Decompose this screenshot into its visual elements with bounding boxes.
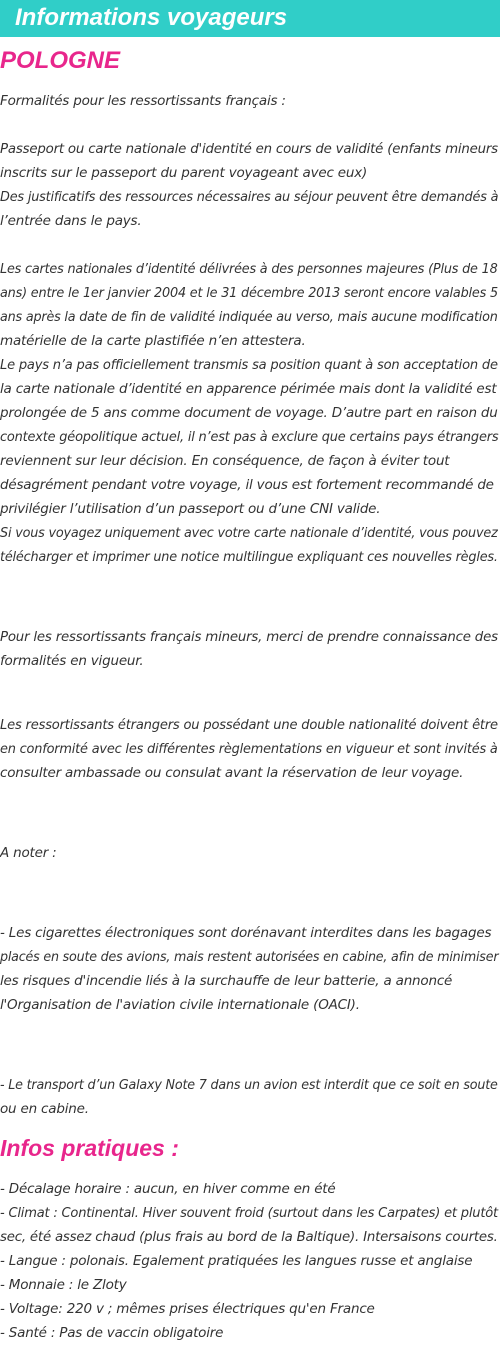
text-line: prolongée de 5 ans comme document de voyage. D’autre part en raison du	[0, 405, 498, 421]
header-bar	[0, 0, 500, 37]
text-line: la carte nationale d’identité en apparence périmée mais dont la validité est	[0, 381, 497, 397]
text-line: A noter :	[0, 845, 57, 861]
info-line: - Voltage: 220 v ; mêmes prises électriques qu'en France	[0, 1301, 375, 1317]
text-line: les risques d'incendie liés à la surchauffe de leur batterie, a annoncé	[0, 973, 453, 989]
text-line: matérielle de la carte plastifiée n’en attestera.	[0, 333, 306, 349]
text-line: Des justificatifs des ressources nécessaires au séjour peuvent être demandés à	[0, 189, 499, 205]
page-title: Informations voyageurs	[15, 4, 288, 31]
info-line: - Langue : polonais. Egalement pratiquées les langues russe et anglaise	[0, 1253, 473, 1269]
text-line: Les cartes nationales d’identité délivrées à des personnes majeures (Plus de 18	[0, 261, 498, 277]
text-line: contexte géopolitique actuel, il n’est pas à exclure que certains pays étrangers	[0, 429, 499, 445]
text-line: consulter ambassade ou consulat avant la réservation de leur voyage.	[0, 765, 464, 781]
text-line: ans) entre le 1er janvier 2004 et le 31 décembre 2013 seront encore valables 5	[0, 285, 498, 301]
info-line: - Monnaie : le Zloty	[0, 1277, 127, 1293]
infos-pratiques-title: Infos pratiques :	[0, 1135, 179, 1161]
country-title: POLOGNE	[0, 47, 121, 74]
info-line: - Santé : Pas de vaccin obligatoire	[0, 1325, 224, 1341]
text-line: privilégier l’utilisation d’un passeport ou d’une CNI valide.	[0, 501, 381, 517]
info-line: - Décalage horaire : aucun, en hiver comme en été	[0, 1181, 336, 1197]
text-line: Passeport ou carte nationale d'identité en cours de validité (enfants mineurs	[0, 141, 498, 157]
text-line: en conformité avec les différentes règlementations en vigueur et sont invités à	[0, 741, 498, 757]
text-line: l’entrée dans le pays.	[0, 213, 142, 229]
info-line: sec, été assez chaud (plus frais au bord de la Baltique). Intersaisons courtes.	[0, 1229, 498, 1245]
info-line: - Climat : Continental. Hiver souvent froid (surtout dans les Carpates) et plutôt	[0, 1205, 498, 1221]
text-line: télécharger et imprimer une notice multilingue expliquant ces nouvelles règles.	[0, 549, 498, 565]
text-line: désagrément pendant votre voyage, il vous est fortement recommandé de	[0, 477, 494, 493]
text-line: l'Organisation de l'aviation civile internationale (OACI).	[0, 997, 360, 1013]
text-line: Pour les ressortissants français mineurs, merci de prendre connaissance des	[0, 629, 498, 645]
text-line: Formalités pour les ressortissants français :	[0, 93, 286, 109]
text-line: - Le transport d’un Galaxy Note 7 dans un avion est interdit que ce soit en soute	[0, 1077, 498, 1093]
text-line: formalités en vigueur.	[0, 653, 144, 669]
text-line: reviennent sur leur décision. En conséquence, de façon à éviter tout	[0, 453, 450, 469]
text-line: inscrits sur le passeport du parent voyageant avec eux)	[0, 165, 368, 181]
text-line: ou en cabine.	[0, 1101, 89, 1117]
text-line: Si vous voyagez uniquement avec votre carte nationale d’identité, vous pouvez	[0, 525, 498, 541]
text-line: Le pays n’a pas officiellement transmis sa position quant à son acceptation de	[0, 357, 498, 373]
text-line: Les ressortissants étrangers ou possédant une double nationalité doivent être	[0, 717, 498, 733]
text-line: placés en soute des avions, mais restent autorisées en cabine, afin de minimiser	[0, 949, 499, 965]
text-line: - Les cigarettes électroniques sont dorénavant interdites dans les bagages	[0, 925, 492, 941]
text-line: ans après la date de fin de validité indiquée au verso, mais aucune modification	[0, 309, 498, 325]
